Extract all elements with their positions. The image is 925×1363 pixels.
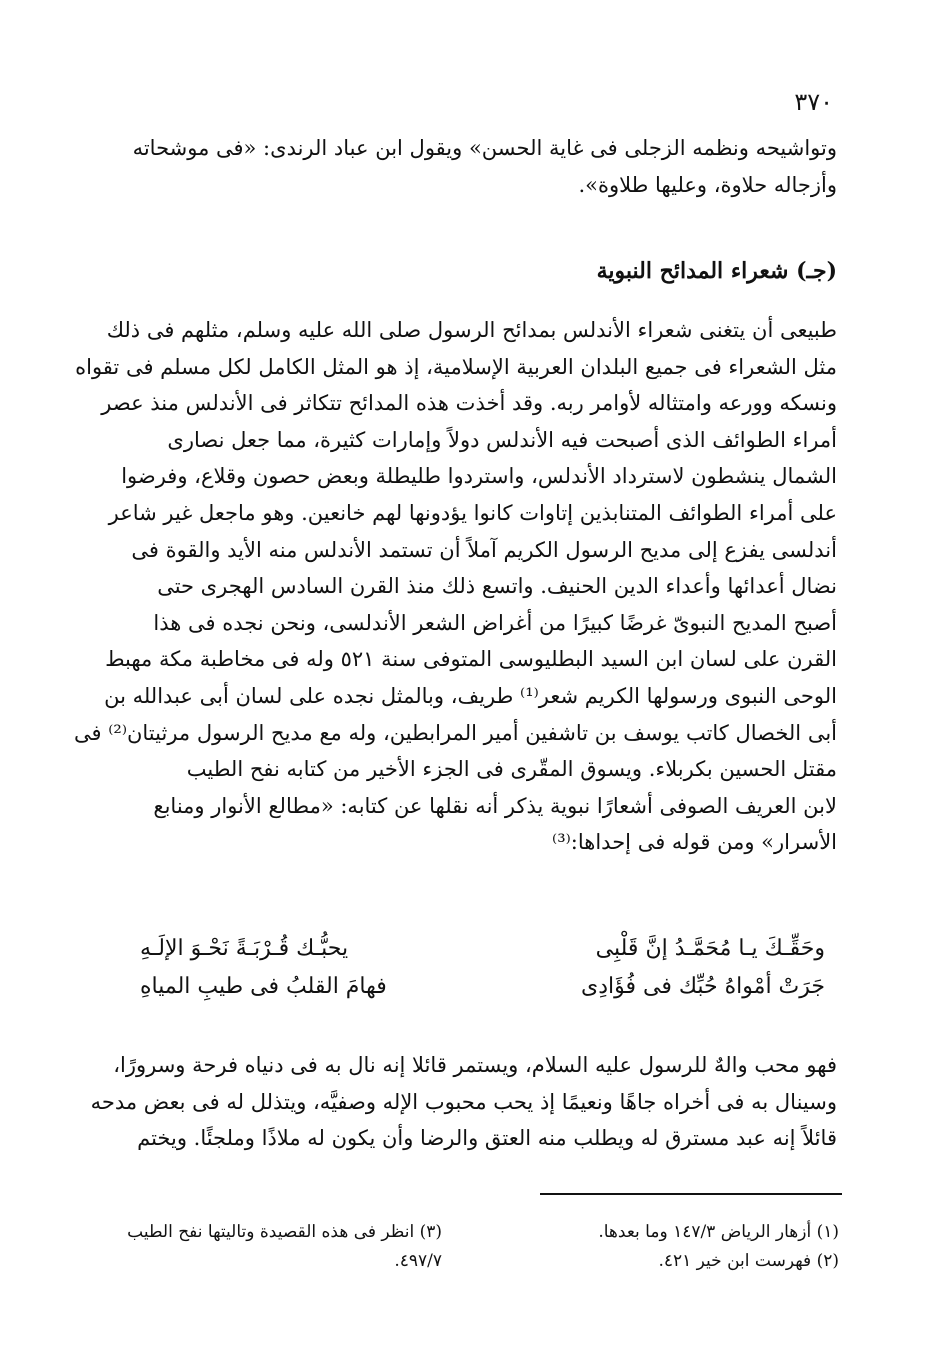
poem-verse [140, 930, 825, 968]
text-line: قائلاً إنه عبد مسترق له ويطلب منه العتق والرضا وأن يكون له ملاذًا وملجئًا. ويختم [137, 1126, 837, 1151]
poem-verse [140, 968, 825, 1006]
text-line: أصبح المديح النبوىّ غرضًا كبيرًا من أغراض الشعر الأندلسى، ونحن نجده فى هذا [153, 610, 837, 635]
text-line: وأزجاله حلاوة، وعليها طلاوة». [578, 172, 837, 197]
footnote-divider [540, 1193, 842, 1195]
verse-second-hemistich: فهامَ القلبُ فى طيبِ المياهِ [140, 974, 387, 999]
footnote-3: (٣) انظر فى هذه القصيدة وتاليتها نفح الطيب [127, 1222, 442, 1242]
text-line: أمراء الطوائف الذى أصبحت فيه الأندلس دولاً وإمارات كثيرة، مما جعل نصارى [167, 427, 837, 452]
text-line: القرن على لسان ابن السيد البطليوسى المتوفى سنة ٥٢١ وله فى مخاطبة مكة مهبط [105, 647, 837, 672]
text-line: أبى الخصال كاتب يوسف بن تاشفين أمير المرابطين، وله مع مديح الرسول مرثيتان⁽²⁾ فى [74, 720, 837, 745]
text-line: وتواشيحه ونظمه الزجلى فى غاية الحسن» ويقول ابن عباد الرندى: «فى موشحاته [132, 136, 837, 160]
text-line: مقتل الحسين بكربلاء. ويسوق المقّرى فى الجزء الأخير من كتابه نفح الطيب [186, 757, 837, 782]
section-heading: (جـ) شعراء المدائح النبوية [596, 258, 837, 284]
text-line: وسينال به فى أخراه جاهًا ونعيمًا إذ يحب محبوب الإله وصفيَّه، ويتذلل له فى بعض مدحه [90, 1089, 837, 1114]
verse-first-hemistich: وحَقِّـكَ يـا مُحَمَّـدُ إنَّ قَلْبِى [595, 936, 825, 961]
closing-paragraph [82, 1047, 837, 1157]
text-line: على أمراء الطوائف المتنابذين إتاوات كانوا يؤدونها لهم خانعين. وهو ماجعل غير شاعر [108, 500, 837, 525]
text-line: الوحى النبوى ورسولها الكريم شعر⁽¹⁾ طريف، وبالمثل نجده على لسان أبى عبدالله بن [104, 683, 837, 708]
text-line: أندلسى يفزع إلى مديح الرسول الكريم آملاً أن تستمد الأندلس منه الأيد والقوة فى [131, 537, 837, 562]
page-number: ٣٧٠ [794, 88, 833, 116]
text-line: الأسرار» ومن قوله فى إحداها:⁽³⁾ [552, 830, 837, 855]
verse-second-hemistich: يحبُّـك قُـرْبَـةً نَحْـوَ الإلَـهِ [140, 936, 349, 961]
text-line: فهو محب والهٌ للرسول عليه السلام، ويستمر قائلا إنه نال به فى دنياه فرحة وسرورًا، [113, 1053, 837, 1077]
text-line: ونسكه وورعه وامتثاله لأوامر ربه. وقد أخذت هذه المدائح تتكاثر فى الأندلس منذ عصر [101, 391, 837, 416]
text-line: نضال أعدائها وأعداء الدين الحنيف. واتسع ذلك منذ القرن السادس الهجرى حتى [157, 574, 837, 599]
intro-paragraph [82, 130, 837, 203]
footnote-1: (١) أزهار الرياض ١٤٧/٣ وما بعدها. [598, 1222, 839, 1242]
footnotes-column-right [509, 1218, 839, 1276]
text-line: الشمال ينشطون لاسترداد الأندلس، واستردوا طليطلة وبعض حصون وقلاع، وفرضوا [121, 464, 837, 489]
text-line: طبيعى أن يتغنى شعراء الأندلس بمدائح الرسول صلى الله عليه وسلم، مثلهم فى ذلك [106, 318, 837, 342]
footnotes-column-left [82, 1218, 442, 1276]
footnote-3-continuation: ٤٩٧/٧. [394, 1251, 442, 1271]
text-line: مثل الشعراء فى جميع البلدان العربية الإسلامية، إذ هو المثل الكامل لكل مسلم فى تقواه [75, 354, 837, 379]
body-paragraph [74, 312, 837, 861]
verse-first-hemistich: جَرَتْ أمْواهُ حُبِّك فى فُؤَادِى [581, 974, 825, 999]
footnote-2: (٢) فهرست ابن خير ٤٢١. [658, 1251, 839, 1271]
text-line: لابن العريف الصوفى أشعارًا نبوية يذكر أنه نقلها عن كتابه: «مطالع الأنوار ومنابع [153, 793, 837, 818]
